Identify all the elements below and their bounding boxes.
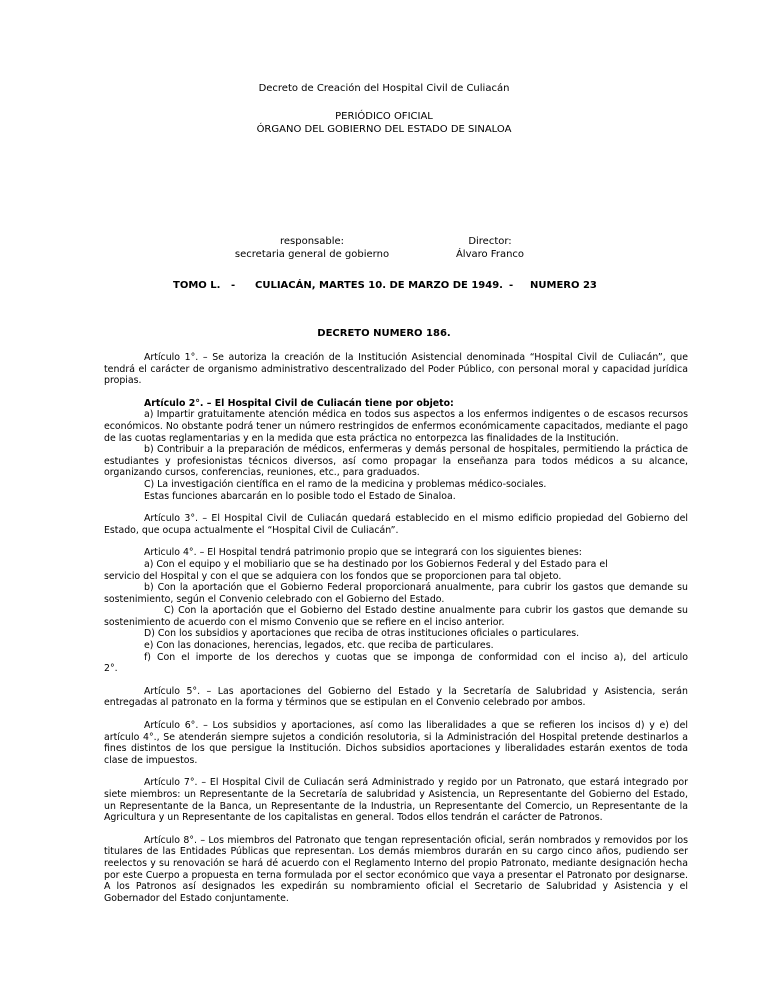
director-label: Director:	[468, 236, 512, 247]
article-4-item-d: D) Con los subsidios y aportaciones que reciba de otras instituciones oficiales o particulares.	[144, 628, 580, 640]
separator-dash: -	[231, 280, 236, 291]
article-4-item-a-line1: a) Con el equipo y el mobiliario que se ha destinado por los Gobiernos Federal y del Estado para el	[144, 558, 608, 570]
decree-body	[104, 352, 688, 904]
article-4-item-c: C) Con la aportación que el Gobierno del Estado destine anualmente para cubrir los gastos que demande su sostenimiento de acuerdo con el mismo Convenio que se refiere en el inciso anterior.	[104, 605, 688, 628]
director-value: Álvaro Franco	[455, 248, 525, 260]
article-4-item-a-line2: servicio del Hospital y con el que se adquiera con los fondos que se proporcionen para tal objeto.	[104, 570, 562, 582]
article-4-item-e: e) Con las donaciones, herencias, legados, etc. que reciba de particulares.	[144, 640, 494, 652]
periodico-oficial: PERIÓDICO OFICIAL	[335, 111, 433, 122]
issue-number: NUMERO 23	[530, 280, 597, 291]
responsable-value: secretaria general de gobierno	[234, 248, 390, 260]
organo-gobierno: ÓRGANO DEL GOBIERNO DEL ESTADO DE SINALOA	[256, 124, 512, 135]
article-2-title-text: Artículo 2°. – El Hospital Civil de Culiacán tiene por objeto:	[144, 397, 454, 409]
responsable-block	[232, 236, 392, 261]
article-2-item-b: b) Contribuir a la preparación de médicos, enfermeras y demás personal de hospitales, permitiendo la práctica de estudiantes y profesionistas técnicos diversos, así como propagar la enseñanza para todos médicos a su alcance, organizando cursos, conferencias, reuniones, etc., para graduados.	[104, 444, 688, 479]
article-5: Artículo 5°. – Las aportaciones del Gobierno del Estado y la Secretaría de Salubridad y Asistencia, serán entregadas al patronato en la forma y términos que se estipulan en el Convenio celebrado por ambos.	[104, 685, 688, 709]
article-4-item-f-line1: f) Con el importe de los derechos y cuotas que se imponga de conformidad con el inciso a), del articulo	[144, 651, 688, 663]
article-1: Artículo 1°. – Se autoriza la creación de la Institución Asistencial denominada “Hospital Civil de Culiacán”, que tendrá el carácter de organismo administrativo descentralizado del Poder Público, con personal moral y capacidad jurídica propias.	[104, 352, 688, 387]
tomo: TOMO L.	[173, 280, 221, 291]
separator-dash: -	[509, 280, 514, 291]
responsable-label: responsable:	[279, 236, 345, 247]
article-6: Artículo 6°. – Los subsidios y aportaciones, así como las liberalidades a que se refieren los incisos d) y e) del artículo 4°., Se atenderán siempre sujetos a condición resolutoria, si la Administración del Hospital pretende destinarlos a fines distintos de los que persigue la Institución. Dichos subsidios aportaciones y liberalidades estarán exentos de toda clase de impuestos.	[104, 720, 688, 766]
article-3: Artículo 3°. – El Hospital Civil de Culiacán quedará establecido en el mismo edificio propiedad del Gobierno del Estado, que ocupa actualmente el “Hospital Civil de Culiacán”.	[104, 513, 688, 536]
decree-heading: DECRETO NUMERO 186.	[317, 328, 451, 339]
publication-date: CULIACÁN, MARTES 10. DE MARZO DE 1949.	[255, 280, 503, 291]
director-block	[440, 236, 540, 261]
article-7: Artículo 7°. – El Hospital Civil de Culiacán será Administrado y regido por un Patronato, que estará integrado por siete miembros: un Representante de la Secretaría de salubridad y Asistencia, un Representante del Gobierno del Estado, un Representante de la Banca, un Representante de la Industria, un Representante del Comercio, un Representante de la Agricultura y un Representante de los capitalistas en general. Todos ellos tendrán el carácter de Patronos.	[104, 777, 688, 824]
article-8: Artículo 8°. – Los miembros del Patronato que tengan representación oficial, serán nombrados y removidos por los titulares de las Entidades Públicas que representan. Los demás miembros durarán en su cargo cinco años, pudiendo ser reelectos y su renovación se hará dé acuerdo con el Reglamento Interno del propio Patronato, mediante designación hecha por este Cuerpo a propuesta en terna formulada por el sector económico que vaya a presentar el Patronato por designarse. A los Patronos así designados les expedirán su nombramiento oficial el Secretario de Salubridad y Asistencia y el Gobernador del Estado conjuntamente.	[104, 834, 688, 904]
article-4-item-f-line2: 2°.	[104, 663, 118, 675]
article-2-item-c: C) La investigación científica en el ramo de la medicina y problemas médico-sociales.	[144, 478, 547, 490]
article-4-item-b: b) Con la aportación que el Gobierno Federal proporcionará anualmente, para cubrir los gastos que demande su sostenimiento, según el Convenio celebrado con el Gobierno del Estado.	[104, 582, 688, 605]
article-2-closing: Estas funciones abarcarán en lo posible todo el Estado de Sinaloa.	[144, 490, 456, 502]
article-2-item-a: a) Impartir gratuitamente atención médica en todos sus aspectos a los enfermos indigentes o de escasos recursos económicos. No obstante podrá tener un número restringidos de enfermos económicamente capacitados, mediante el pago de las cuotas reglamentarias y en la medida que esta práctica no entorpezca las finalidades de la Institución.	[104, 409, 688, 444]
article-4-intro: Articulo 4°. – El Hospital tendrá patrimonio propio que se integrará con los siguientes bienes:	[144, 547, 582, 559]
article-2-title	[104, 398, 688, 410]
document-title: Decreto de Creación del Hospital Civil de Culiacán	[258, 83, 510, 94]
